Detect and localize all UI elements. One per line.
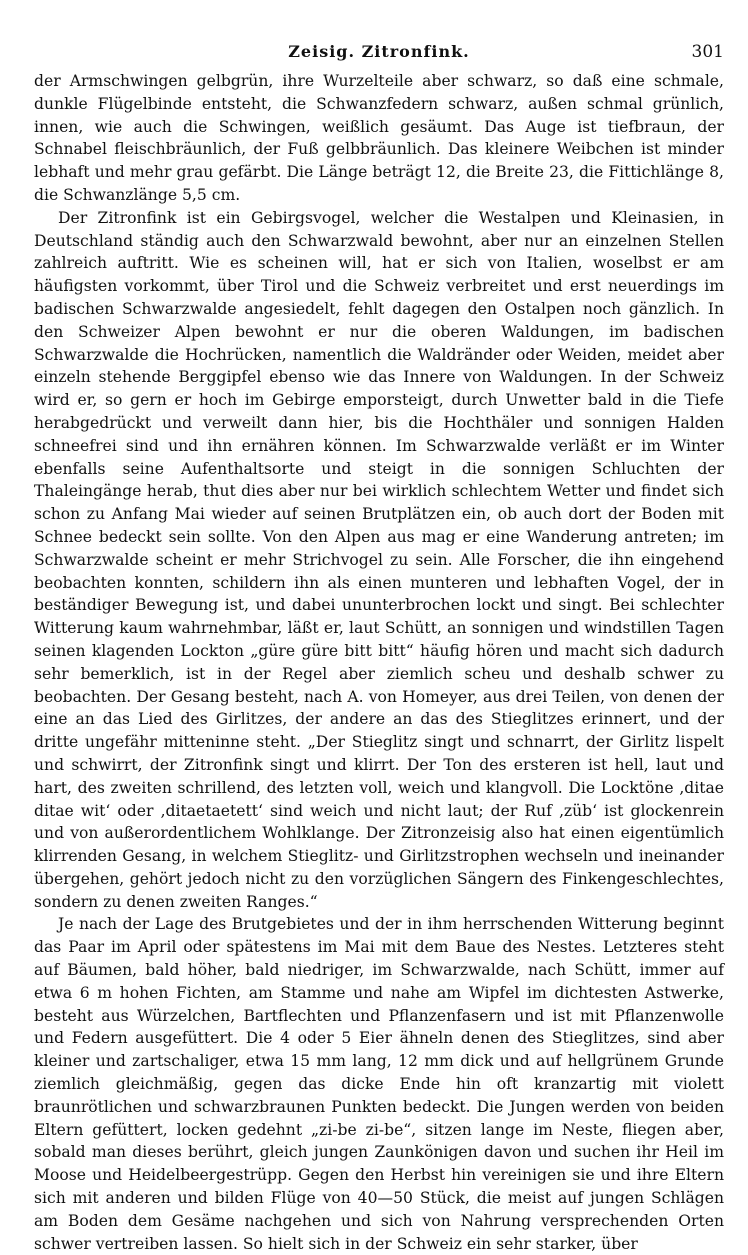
page-number: 301	[691, 42, 724, 62]
paragraph-habitat-behaviour: Der Zitronfink ist ein Gebirgsvogel, welcher die Westalpen und Kleinasien, in Deutschland ständig auch den Schwarzwald bewohnt, aber nur an einzelnen Stellen zahlreich auftritt. Wie es scheinen will, hat er sich von Italien, woselbst er am häufigsten vorkommt, über Tirol und die Schweiz verbreitet und erst neuerdings im badischen Schwarzwalde angesiedelt, fehlt dagegen den Ostalpen noch gänzlich. In den Schweizer Alpen bewohnt er nur die oberen Waldungen, im badischen Schwarzwalde die Hochrücken, namentlich die Waldränder oder Weiden, meidet aber einzeln stehende Berggipfel ebenso wie das Innere von Waldungen. In der Schweiz wird er, so gern er hoch im Gebirge emporsteigt, durch Unwetter bald in die Tiefe herabgedrückt und verweilt dann hier, bis die Hochthäler und sonnigen Halden schneefrei sind und ihn ernähren können. Im Schwarzwalde verläßt er im Winter ebenfalls seine Aufenthaltsorte und steigt in die sonnigen Schluchten der Thaleingänge herab, thut dies aber nur bei wirklich schlechtem Wetter und findet sich schon zu Anfang Mai wieder auf seinen Brutplätzen ein, ob auch dort der Boden mit Schnee bedeckt sein sollte. Von den Alpen aus mag er eine Wanderung antreten; im Schwarzwalde scheint er mehr Strichvogel zu sein. Alle Forscher, die ihn eingehend beobachten konnten, schildern ihn als einen munteren und lebhaften Vogel, der in beständiger Bewegung ist, und dabei ununterbrochen lockt und singt. Bei schlechter Witterung kaum wahrnehmbar, läßt er, laut Schütt, an sonnigen und windstillen Tagen seinen klagenden Lockton „güre güre bitt bitt“ häufig hören und macht sich dadurch sehr bemerklich, ist in der Regel aber ziemlich scheu und deshalb schwer zu beobachten. Der Gesang besteht, nach A. von Homeyer, aus drei Teilen, von denen der eine an das Lied des Girlitzes, der andere an das des Stieglitzes erinnert, und der dritte ungefähr mitteninne steht. „Der Stieglitz singt und schnarrt, der Girlitz lispelt und schwirrt, der Zitronfink singt und klirrt. Der Ton des ersteren ist hell, laut und hart, des zweiten schrillend, des letzten voll, weich und klangvoll. Die Locktöne ‚ditae ditae wit‘ oder ‚ditaetaetett‘ sind weich und nicht laut; der Ruf ‚züb‘ ist glockenrein und von außerordentlichem Wohlklange. Der Zitronzeisig also hat einen eigentümlich klirrenden Gesang, in welchem Stieglitz- und Girlitzstrophen wechseln und ineinander übergehen, gehört jedoch nicht zu den vorzüglichen Sängern des Finkengeschlechtes, sondern zu denen zweiten Ranges.“	[34, 208, 724, 911]
page-header	[34, 36, 724, 70]
running-title: Zeisig. Zitronfink.	[288, 42, 470, 61]
book-page	[34, 36, 724, 1255]
paragraph-continuation: der Armschwingen gelbgrün, ihre Wurzelteile aber schwarz, so daß eine schmale, dunkle Flügelbinde entsteht, die Schwanzfedern schwarz, außen schmal grünlich, innen, wie auch die Schwingen, weißlich gesäumt. Das Auge ist tiefbraun, der Schnabel fleischbräunlich, der Fuß gelbbräunlich. Das kleinere Weibchen ist minder lebhaft und mehr grau gefärbt. Die Länge beträgt 12, die Breite 23, die Fittichlänge 8, die Schwanzlänge 5,5 cm.	[34, 72, 724, 204]
paragraph-breeding: Je nach der Lage des Brutgebietes und der in ihm herrschenden Witterung beginnt das Paar im April oder spätestens im Mai mit dem Baue des Nestes. Letzteres steht auf Bäumen, bald höher, bald niedriger, im Schwarzwalde, nach Schütt, immer auf etwa 6 m hohen Fichten, am Stamme und nahe am Wipfel im dichtesten Astwerke, besteht aus Würzelchen, Bartflechten und Pflanzenfasern und ist mit Pflanzenwolle und Federn ausgefüttert. Die 4 oder 5 Eier ähneln denen des Stieglitzes, sind aber kleiner und zartschaliger, etwa 15 mm lang, 12 mm dick und auf hellgrünem Grunde ziemlich gleichmäßig, gegen das dicke Ende hin oft kranzartig mit violett braunrötlichen und schwarzbraunen Punkten bedeckt. Die Jungen werden von beiden Eltern gefüttert, locken gedehnt „zi-be zi-be“, sitzen lange im Neste, fliegen aber, sobald man dieses berührt, gleich jungen Zaunkönigen davon und suchen ihr Heil im Moose und Heidelbeergestrüpp. Gegen den Herbst hin vereinigen sie und ihre Eltern sich mit anderen und bilden Flüge von 40—50 Stück, die meist auf jungen Schlägen am Boden dem Gesäme nachgehen und sich von Nahrung versprechenden Orten schwer vertreiben lassen. So hielt sich in der Schweiz ein sehr starker, über	[34, 915, 724, 1253]
